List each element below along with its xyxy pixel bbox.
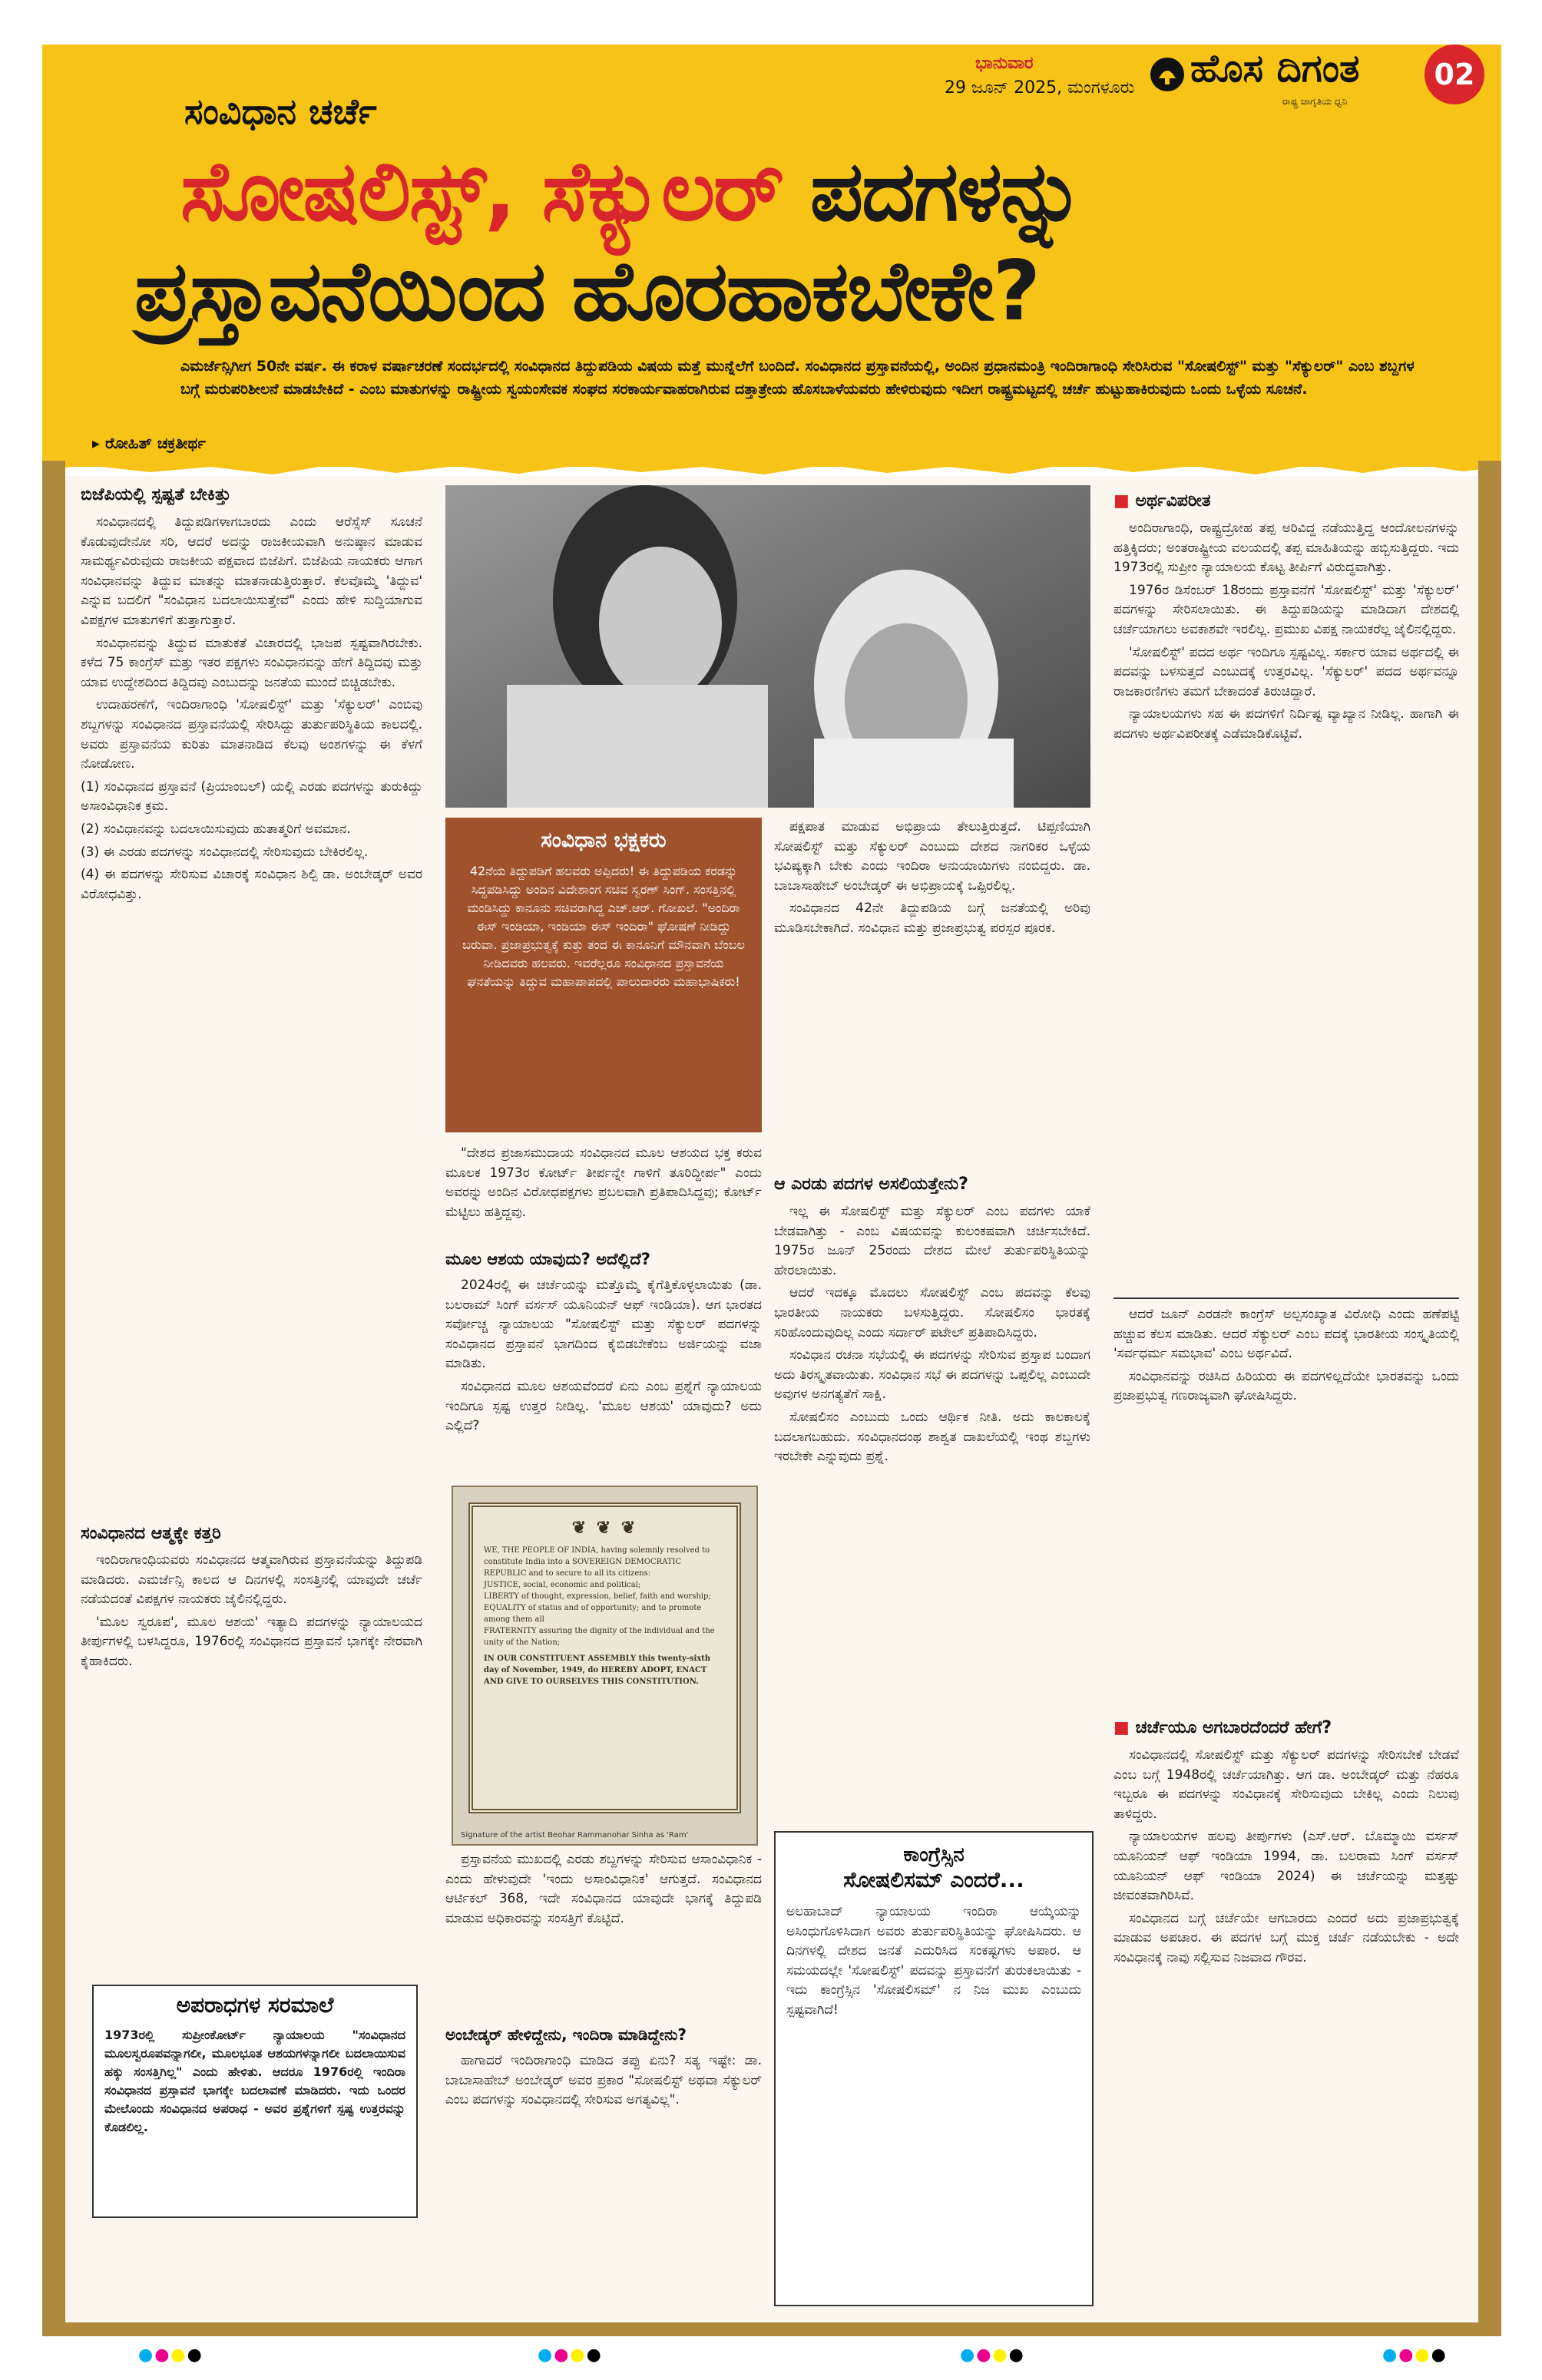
congress-box-title-2: ಸೋಷಲಿಸಮ್ ಎಂದರೆ... (843, 1867, 1024, 1892)
col1-paragraph: ಸಂವಿಧಾನವನ್ನು ತಿದ್ದುವ ಮಾತುಕತೆ ವಿಚಾರದಲ್ಲಿ ಭಾಜಪ ಸ್ಪಷ್ಟವಾಗಿರಬೇಕು. ಕಳೆದ 75 ಕಾಂಗ್ರೆಸ್ ಮತ್ತು ಇತರ ಪಕ್ಷಗಳು ಸಂವಿಧಾನವನ್ನು ಹೇಗೆ ತಿದ್ದಿದವು ಮತ್ತು ಯಾವ ಉದ್ದೇಶದಿಂದ ತಿದ್ದಿದವು ಎಂಬುದನ್ನು ಜನತೆಯ ಮುಂದೆ ಬಿಚ್ಚಿಡಬೇಕು. (81, 635, 422, 690)
col2-paragraph: ಹಾಗಾದರೆ ಇಂದಿರಾಗಾಂಧಿ ಮಾಡಿದ ತಪ್ಪು ಏನು? ಸತ್ಯ ಇಷ್ಟೇ: ಡಾ. ಬಾಬಾಸಾಹೇಬ್ ಅಂಬೇಡ್ಕರ್ ಅವರ ಪ್ರಕಾರ "ಸೋಷಲಿಸ್ಟ್ ಅಥವಾ ಸೆಕ್ಯುಲರ್ ಎಂಬ ಪದಗಳನ್ನು ಸಂವಿಧಾನದಲ್ಲಿ ಸೇರಿಸುವ ಅಗತ್ಯವಿಲ್ಲ". (445, 2053, 762, 2108)
headline-black: ಪದಗಳನ್ನು (809, 144, 1083, 240)
deck-text: ಎಮರ್ಜೆನ್ಸಿಗೀಗ 50ನೇ ವರ್ಷ. ಈ ಕರಾಳ ವರ್ಷಾಚರಣೆ ಸಂದರ್ಭದಲ್ಲಿ ಸಂವಿಧಾನದ ತಿದ್ದುಪಡಿಯ ವಿಷಯ ಮತ್ತೆ ಮುನ್ನೆಲೆಗೆ ಬಂದಿದೆ. ಸಂವಿಧಾನದ ಪ್ರಸ್ತಾವನೆಯಲ್ಲಿ, ಅಂದಿನ ಪ್ರಧಾನಮಂತ್ರಿ ಇಂದಿರಾಗಾಂಧಿ ಸೇರಿಸಿರುವ "ಸೋಷಲಿಸ್ಟ್" ಮತ್ತು "ಸೆಕ್ಯುಲರ್" ಎಂಬ ಶಬ್ದಗಳ ಬಗ್ಗೆ ಮರುಪರಿಶೀಲನೆ ಮಾಡಬೇಕಿದೆ - ಎಂಬ ಮಾತುಗಳನ್ನು ರಾಷ್ಟ್ರೀಯ ಸ್ವಯಂಸೇವಕ ಸಂಘದ ಸರಕಾರ್ಯವಾಹರಾಗಿರುವ ದತ್ತಾತ್ರೇಯ ಹೊಸಬಾಳೆಯವರು ಹೇಳಿರುವುದು ಇದೀಗ ರಾಷ್ಟ್ರಮಟ್ಟದಲ್ಲಿ ಚರ್ಚೆ ಹುಟ್ಟುಹಾಕಿರುವುದು ಒಂದು ಒಳ್ಳೆಯ ಸೂಚನೆ. (180, 358, 1415, 398)
preamble-justice: JUSTICE, social, economic and political; (484, 1581, 641, 1589)
col2-heading-1: ಮೂಲ ಆಶಯ ಯಾವುದು? ಅದೆಲ್ಲಿದೆ? (445, 1250, 650, 1268)
masthead-name: ಹೊಸ ದಿಗಂತ (1190, 46, 1360, 91)
frame-right (1478, 461, 1501, 2334)
congress-box-title-1: ಕಾಂಗ್ರೆಸ್ಸಿನ (903, 1843, 965, 1866)
crimes-box-title: ಅಪರಾಧಗಳ ಸರಮಾಲೆ (176, 1992, 334, 2018)
col4-heading-1 (1113, 491, 1210, 511)
col3-paragraph: ಆದರೆ ಇದಕ್ಕೂ ಮೊದಲು ಸೋಷಲಿಸ್ಟ್ ಎಂಬ ಪದವನ್ನು ಕೆಲವು ಭಾರತೀಯ ನಾಯಕರು ಬಳಸುತ್ತಿದ್ದರು. ಸೋಷಲಿಸಂ ಭಾರತಕ್ಕೆ ಸರಿಹೊಂದುವುದಿಲ್ಲ ಎಂದು ಸರ್ದಾರ್ ಪಟೇಲ್ ಪ್ರತಿಪಾದಿಸಿದ್ದರು. (774, 1285, 1090, 1340)
col1-heading-1: ಬಿಜೆಪಿಯಲ್ಲಿ ಸ್ಪಷ್ಟತೆ ಬೇಕಿತ್ತು (81, 485, 231, 504)
kicker: ಸಂವಿಧಾನ ಚರ್ಚೆ (184, 91, 377, 132)
frame-left (42, 461, 65, 2334)
col2-paragraph: 2024ರಲ್ಲಿ ಈ ಚರ್ಚೆಯನ್ನು ಮತ್ತೊಮ್ಮೆ ಕೈಗೆತ್ತಿಕೊಳ್ಳಲಾಯಿತು (ಡಾ. ಬಲರಾಮ್ ಸಿಂಗ್ ವರ್ಸಸ್ ಯೂನಿಯನ್ ಆಫ್ ಇಂಡಿಯಾ). ಆಗ ಭಾರತದ ಸರ್ವೋಚ್ಚ ನ್ಯಾಯಾಲಯ "ಸೋಷಲಿಸ್ಟ್ ಮತ್ತು ಸೆಕ್ಯುಲರ್ ಪದಗಳನ್ನು ಸಂವಿಧಾನದ ಪ್ರಸ್ತಾವನೆ ಭಾಗದಿಂದ ಕೈಬಿಡಬೇಕೆಂಬ ಅರ್ಜಿಯನ್ನು ವಜಾ ಮಾಡಿತು. (445, 1278, 762, 1372)
photo-indira-sanjay (445, 485, 1090, 808)
page-number-badge: 02 (1425, 45, 1484, 104)
col1-list-item: (4) ಈ ಪದಗಳನ್ನು ಸೇರಿಸುವ ವಿಚಾರಕ್ಕೆ ಸಂವಿಧಾನ ಶಿಲ್ಪಿ ಡಾ. ಅಂಬೇಡ್ಕರ್ ಅವರ ವಿರೋಧವಿತ್ತು. (81, 867, 422, 902)
col4-paragraph: 1976ರ ಡಿಸೆಂಬರ್ 18ರಂದು ಪ್ರಸ್ತಾವನೆಗೆ 'ಸೋಷಲಿಸ್ಟ್' ಮತ್ತು 'ಸೆಕ್ಯುಲರ್' ಪದಗಳನ್ನು ಸೇರಿಸಲಾಯಿತು. ಈ ತಿದ್ದುಪಡಿಯನ್ನು ಮಾಡಿದಾಗ ದೇಶದಲ್ಲಿ ಚರ್ಚೆಯಾಗಲು ಅವಕಾಶವೇ ಇರಲಿಲ್ಲ. ಪ್ರಮುಖ ವಿಪಕ್ಷ ನಾಯಕರೆಲ್ಲ ಜೈಲಿನಲ್ಲಿದ್ದರು. (1113, 582, 1459, 637)
registration-marks-4: ●●●● (1382, 2345, 1448, 2365)
byline-name: ರೋಹಿತ್ ಚಕ್ರತೀರ್ಥ (105, 434, 206, 452)
col2-paragraph: "ದೇಶದ ಪ್ರಜಾಸಮುದಾಯ ಸಂವಿಧಾನದ ಮೂಲ ಆಶಯದ ಭಕ್ತ ಕರುವ ಮೂಲಕ 1973ರ ಕೋರ್ಟ್ ತೀರ್ಪನ್ನೇ ಗಾಳಿಗೆ ತೂರಿದ್ದೀರ್ಪ" ಎಂದು ಅವರನ್ನು ಅಂದಿನ ವಿರೋಧಪಕ್ಷಗಳು ಪ್ರಬಲವಾಗಿ ಪ್ರತಿಪಾದಿಸಿದ್ದವು; ಕೋರ್ಟ್ ಮೆಟ್ಟಿಲು ಹತ್ತಿದ್ದವು. (445, 1145, 762, 1220)
col2-paragraph: ಸಂವಿಧಾನದ ಮೂಲ ಆಶಯವೆಂದರೆ ಏನು ಎಂಬ ಪ್ರಶ್ನೆಗೆ ನ್ಯಾಯಾಲಯ ಇಂದಿಗೂ ಸ್ಪಷ್ಟ ಉತ್ತರ ನೀಡಿಲ್ಲ. 'ಮೂಲ ಆಶಯ' ಯಾವುದು? ಅದು ಎಲ್ಲಿದೆ? (445, 1378, 762, 1434)
col3-text-block-2 (774, 1202, 1090, 1820)
doc-image-caption: Signature of the artist Beohar Rammanohar Sinha as 'Ram' (461, 1831, 689, 1840)
col4-paragraph: 'ಸೋಷಲಿಸ್ಟ್' ಪದದ ಅರ್ಥ ಇಂದಿಗೂ ಸ್ಪಷ್ಟವಿಲ್ಲ. ಸರ್ಕಾರ ಯಾವ ಅರ್ಥದಲ್ಲಿ ಈ ಪದವನ್ನು ಬಳಸುತ್ತದೆ ಎಂಬುದಕ್ಕೆ ಉತ್ತರವಿಲ್ಲ. 'ಸೆಕ್ಯುಲರ್' ಪದದ ಅರ್ಥವನ್ನೂ ರಾಜಕಾರಣಿಗಳು ತಮಗೆ ಬೇಕಾದಂತೆ ತಿರುಚಿದ್ದಾರೆ. (1113, 644, 1459, 699)
col4-heading-2 (1113, 1718, 1332, 1737)
col4-paragraph: ಆದರೆ ಜೂನ್ ಎರಡನೇ ಕಾಂಗ್ರೆಸ್ ಅಲ್ಪಸಂಖ್ಯಾತ ವಿರೋಧಿ ಎಂದು ಹಣೆಪಟ್ಟಿ ಹಚ್ಚುವ ಕೆಲಸ ಮಾಡಿತು. ಆದರೆ ಸೆಕ್ಯುಲರ್ ಎಂಬ ಪದಕ್ಕೆ ಭಾರತೀಯ ಸಂಸ್ಕೃತಿಯಲ್ಲಿ 'ಸರ್ವಧರ್ಮ ಸಮಭಾವ' ಎಂಬ ಅರ್ಥವಿದೆ. (1113, 1307, 1459, 1362)
col3-paragraph: ಇಲ್ಲ ಈ ಸೋಷಲಿಸ್ಟ್ ಮತ್ತು ಸೆಕ್ಯುಲರ್ ಎಂಬ ಪದಗಳು ಯಾಕೆ ಬೇಡವಾಗಿತ್ತು - ಎಂಬ ವಿಷಯವನ್ನು ಕುಲಂಕಷವಾಗಿ ಚರ್ಚಿಸಬೇಕಿದೆ. 1975ರ ಜೂನ್ 25ರಂದು ದೇಶದ ಮೇಲೆ ತುರ್ತುಪರಿಸ್ಥಿತಿಯನ್ನು ಹೇರಲಾಯಿತು. (774, 1204, 1090, 1278)
preamble-equality: EQUALITY of status and of opportunity; and to promote among them all (484, 1604, 702, 1624)
constitution-preamble-image (452, 1486, 758, 1846)
col4-heading-1-text: ಅರ್ಥವಿಪರೀತ (1135, 491, 1211, 511)
registration-marks-3: ●●●● (960, 2345, 1025, 2365)
congress-box-text: ಅಲಹಾಬಾದ್ ನ್ಯಾಯಾಲಯ ಇಂದಿರಾ ಆಯ್ಕೆಯನ್ನು ಅಸಿಂಧುಗೊಳಿಸಿದಾಗ ಅವರು ತುರ್ತುಪರಿಸ್ಥಿತಿಯನ್ನು ಘೋಷಿಸಿದರು. ಆ ದಿನಗಳಲ್ಲಿ ದೇಶದ ಜನತೆ ಎದುರಿಸಿದ ಸಂಕಷ್ಟಗಳು ಅಪಾರ. ಆ ಸಮಯದಲ್ಲೇ 'ಸೋಷಲಿಸ್ಟ್' ಪದವನ್ನು ಪ್ರಸ್ತಾವನೆಗೆ ತುರುಕಲಾಯಿತು - ಇದು ಕಾಂಗ್ರೆಸ್ಸಿನ 'ಸೋಷಲಿಸಮ್' ನ ನಿಜ ಮುಖ ಎಂಬುದು ಸ್ಪಷ್ಟವಾಗಿದೆ! (786, 1904, 1081, 2018)
col3-paragraph: ಸಂವಿಧಾನ ರಚನಾ ಸಭೆಯಲ್ಲಿ ಈ ಪದಗಳನ್ನು ಸೇರಿಸುವ ಪ್ರಸ್ತಾಪ ಬಂದಾಗ ಅದು ತಿರಸ್ಕೃತವಾಯಿತು. ಸಂವಿಧಾನ ಸಭೆ ಈ ಪದಗಳನ್ನು ಒಪ್ಪಲಿಲ್ಲ ಎಂಬುದೇ ಅವುಗಳ ಅನಗತ್ಯತೆಗೆ ಸಾಕ್ಷಿ. (774, 1347, 1090, 1403)
col1-text-block-1 (81, 513, 422, 1492)
col1-paragraph: ಸಂವಿಧಾನದಲ್ಲಿ ತಿದ್ದುಪಡಿಗಳಾಗಬಾರದು ಎಂದು ಆರೆಸ್ಸೆಸ್ ಸೂಚನೆ ಕೊಡುವುದೇನೋ ಸರಿ, ಆದರೆ ಅದನ್ನು ರಾಜಕೀಯವಾಗಿ ಅನುಷ್ಠಾನ ಮಾಡುವ ಸಾಮರ್ಥ್ಯವಿರುವುದು ರಾಜಕೀಯ ಪಕ್ಷವಾದ ಬಿಜೆಪಿಗೆ. ಬಿಜೆಪಿಯ ನಾಯಕರು ಆಗಾಗ ಸಂವಿಧಾನವನ್ನು ತಿದ್ದುವ ಮಾತನ್ನು ಮಾತನಾಡುತ್ತಿರುತ್ತಾರೆ. ಕೆಲವೊಮ್ಮೆ 'ತಿದ್ದುವ' ಎನ್ನುವ ಬದಲಿಗೆ "ಸಂವಿಧಾನ ಬದಲಾಯಿಸುತ್ತೇವೆ" ಎಂದು ಹೇಳಿ ಸುದ್ದಿಯಾಗುವ ವಿಪಕ್ಷಗಳ ಮಾತುಗಳಿಗೆ ತುತ್ತಾಗುತ್ತಾರೆ. (81, 514, 422, 628)
col3-paragraph: ಸಂವಿಧಾನದ 42ನೇ ತಿದ್ದುಪಡಿಯ ಬಗ್ಗೆ ಜನತೆಯಲ್ಲಿ ಅರಿವು ಮೂಡಿಸಬೇಕಾಗಿದೆ. ಸಂವಿಧಾನ ಮತ್ತು ಪ್ರಜಾಪ್ರಭುತ್ವ ಪರಸ್ಪರ ಪೂರಕ. (774, 901, 1090, 936)
col4-text-block-2 (1113, 1305, 1459, 1712)
col2-text-block-4 (445, 2051, 762, 2305)
byline (92, 434, 206, 452)
col4-paragraph: ಸಂವಿಧಾನವನ್ನು ರಚಿಸಿದ ಹಿರಿಯರು ಈ ಪದಗಳಿಲ್ಲದೆಯೇ ಭಾರತವನ್ನು ಒಂದು ಪ್ರಜಾಪ್ರಭುತ್ವ ಗಣರಾಜ್ಯವಾಗಿ ಘೋಷಿಸಿದ್ದರು. (1113, 1368, 1459, 1404)
col2-heading-2: ಅಂಬೇಡ್ಕರ್ ಹೇಳಿದ್ದೇನು, ಇಂದಿರಾ ಮಾಡಿದ್ದೇನು? (445, 2025, 687, 2044)
congress-socialism-box (774, 1831, 1094, 2306)
headline-line-2: ಪ್ರಸ್ತಾವನೆಯಿಂದ ಹೊರಹಾಕಬೇಕೇ? (134, 243, 1040, 339)
col2-text-block-3 (445, 1850, 762, 2019)
col1-paragraph: ಇಂದಿರಾಗಾಂಧಿಯವರು ಸಂವಿಧಾನದ ಆತ್ಮವಾಗಿರುವ ಪ್ರಸ್ತಾವನೆಯನ್ನು ತಿದ್ದುಪಡಿ ಮಾಡಿದರು. ಎಮರ್ಜೆನ್ಸಿ ಕಾಲದ ಆ ದಿನಗಳಲ್ಲಿ ಸಂಸತ್ತಿನಲ್ಲಿ ಯಾವುದೇ ಚರ್ಚೆ ನಡೆಯದಂತೆ ವಿಪಕ್ಷಗಳ ನಾಯಕರು ಜೈಲಿನಲ್ಲಿದ್ದರು. (81, 1552, 422, 1608)
preamble-heading-ornament: ❦ ❦ ❦ (571, 1518, 638, 1538)
box-brown-title: ಸಂವಿಧಾನ ಭಕ್ಷಕರು (541, 828, 667, 852)
col4-divider (1113, 1297, 1459, 1299)
col4-paragraph: ಸಂವಿಧಾನದಲ್ಲಿ ಸೋಷಲಿಸ್ಟ್ ಮತ್ತು ಸೆಕ್ಯುಲರ್ ಪದಗಳನ್ನು ಸೇರಿಸಬೇಕೆ ಬೇಡವೆ ಎಂಬ ಬಗ್ಗೆ 1948ರಲ್ಲಿ ಚರ್ಚೆಯಾಗಿತ್ತು. ಆಗ ಡಾ. ಅಂಬೇಡ್ಕರ್ ಮತ್ತು ನೆಹರೂ ಇಬ್ಬರೂ ಈ ಪದಗಳನ್ನು ಸಂವಿಧಾನಕ್ಕೆ ಸೇರಿಸುವುದು ಬೇಕಿಲ್ಲ ಎಂದು ನಿಲುವು ತಾಳಿದ್ದರು. (1113, 1747, 1459, 1822)
col4-paragraph: ಅಂದಿರಾಗಾಂಧಿ, ರಾಷ್ಟ್ರದ್ರೋಹ ತಪ್ಪ ಅರಿವಿದ್ದ ನಡೆಯುತ್ತಿದ್ದ ಆಂದೋಲನಗಳನ್ನು ಹತ್ತಿಕ್ಕಿದರು; ಅಂತರಾಷ್ಟ್ರೀಯ ವಲಯದಲ್ಲಿ ತಪ್ಪ ಮಾಹಿತಿಯನ್ನು ಹಬ್ಬಿಸುತ್ತಿದ್ದರು. ಇದು 1973ರಲ್ಲಿ ಸುಪ್ರೀಂ ನ್ಯಾಯಾಲಯ ಕೊಟ್ಟ ತೀರ್ಪಿಗೆ ವಿರುದ್ಧವಾಗಿತ್ತು. (1113, 521, 1459, 576)
col3-heading-1: ಆ ಎರಡು ಪದಗಳ ಅಸಲಿಯತ್ತೇನು? (774, 1175, 968, 1194)
masthead-date: 29 ಜೂನ್ 2025, ಮಂಗಳೂರು (945, 78, 1135, 98)
col1-heading-2: ಸಂವಿಧಾನದ ಆತ್ಮಕ್ಕೇ ಕತ್ತರಿ (81, 1524, 221, 1543)
masthead-day: ಭಾನುವಾರ (975, 54, 1034, 73)
col3-paragraph: ಸೋಷಲಿಸಂ ಎಂಬುದು ಒಂದು ಆರ್ಥಿಕ ನೀತಿ. ಅದು ಕಾಲಕಾಲಕ್ಕೆ ಬದಲಾಗಬಹುದು. ಸಂವಿಧಾನದಂಥ ಶಾಶ್ವತ ದಾಖಲೆಯಲ್ಲಿ ಇಂಥ ಶಬ್ದಗಳು ಇರಬೇಕೇ ಎನ್ನುವುದು ಪ್ರಶ್ನೆ. (774, 1409, 1090, 1465)
col2-paragraph: ಪ್ರಸ್ತಾವನೆಯ ಮುಖದಲ್ಲಿ ಎರಡು ಶಬ್ದಗಳನ್ನು ಸೇರಿಸುವ ಆಸಾಂವಿಧಾನಿಕ - ಎಂದು ಹೇಳುವುದೇ 'ಇಂದು ಅಸಾಂವಿಧಾನಿಕ' ಆಗುತ್ತದೆ. ಸಂವಿಧಾನದ ಆರ್ಟಿಕಲ್ 368, ಇದೇ ಸಂವಿಧಾನದ ಯಾವುದೇ ಭಾಗಕ್ಕೆ ತಿದ್ದುಪಡಿ ಮಾಡುವ ಅಧಿಕಾರವನ್ನು ಸಂಸತ್ತಿಗೆ ಕೊಟ್ಟಿದೆ. (445, 1852, 762, 1926)
square-bullet-icon: ■ (1113, 491, 1130, 511)
preamble-intro: WE, THE PEOPLE OF INDIA, having solemnly resolved to constitute India into a SOVEREIGN DEMOCRATIC REPUBLIC and to secure to all its citizens: (484, 1546, 710, 1578)
col4-paragraph: ನ್ಯಾಯಾಲಯಗಳ ಹಲವು ತೀರ್ಪುಗಳು (ಎಸ್.ಆರ್. ಬೊಮ್ಮಾಯಿ ವರ್ಸಸ್ ಯೂನಿಯನ್ ಆಫ್ ಇಂಡಿಯಾ 1994, ಡಾ. ಬಲರಾಮ ಸಿಂಗ್ ವರ್ಸಸ್ ಯೂನಿಯನ್ ಆಫ್ ಇಂಡಿಯಾ 2024) ಈ ಚರ್ಚೆಯನ್ನು ಮತ್ತಷ್ಟು ಜೀವಂತವಾಗಿರಿಸಿವೆ. (1113, 1829, 1459, 1904)
col1-list-item: (2) ಸಂವಿಧಾನವನ್ನು ಬದಲಾಯಿಸುವುದು ಹುತಾತ್ಮರಿಗೆ ಅವಮಾನ. (81, 821, 351, 837)
col3-text-block-1 (774, 818, 1090, 1167)
headline-red: ಸೋಷಲಿಸ್ಟ್, ಸೆಕ್ಯುಲರ್ (180, 144, 783, 240)
crimes-box-text: 1973ರಲ್ಲಿ ಸುಪ್ರೀಂಕೋರ್ಟ್ ನ್ಯಾಯಾಲಯ "ಸಂವಿಧಾನದ ಮೂಲಸ್ವರೂಪವನ್ನಾಗಲೀ, ಮೂಲಭೂತ ಆಶಯಗಳನ್ನಾಗಲೀ ಬದಲಾಯಿಸುವ ಹಕ್ಕು ಸಂಸತ್ತಿಗಿಲ್ಲ" ಎಂದು ಹೇಳಿತು. ಆದರೂ 1976ರಲ್ಲಿ ಇಂದಿರಾ ಸಂವಿಧಾನದ ಪ್ರಸ್ತಾವನೆ ಭಾಗಕ್ಕೇ ಬದಲಾವಣೆ ಮಾಡಿದರು. ಇದು ಒಂದರ ಮೇಲೊಂದು ಸಂವಿಧಾನದ ಅಪರಾಧ - ಅವರ ಪ್ರಶ್ನೆಗಳಿಗೆ ಸ್ಪಷ್ಟ ಉತ್ತರವನ್ನು ಕೊಡಲಿಲ್ಲ. (104, 2028, 405, 2134)
byline-arrow-icon: ▸ (92, 434, 101, 452)
preamble-text-panel (468, 1502, 741, 1813)
preamble-liberty: LIBERTY of thought, expression, belief, faith and worship; (484, 1592, 711, 1601)
col2-text-block-1 (445, 1144, 762, 1244)
col1-paragraph: ಉದಾಹರಣೆಗೆ, ಇಂದಿರಾಗಾಂಧಿ 'ಸೋಷಲಿಸ್ಟ್' ಮತ್ತು 'ಸೆಕ್ಯುಲರ್' ಎಂಬಿವು ಶಬ್ದಗಳನ್ನು ಸಂವಿಧಾನದ ಪ್ರಸ್ತಾವನೆಯಲ್ಲಿ ಸೇರಿಸಿದ್ದು ತುರ್ತುಪರಿಸ್ಥಿತಿಯ ಕಾಲದಲ್ಲಿ. ಅವರು ಪ್ರಸ್ತಾವನೆಯ ಕುರಿತು ಮಾತನಾಡಿದ ಕೆಲವು ಅಂಶಗಳನ್ನು ಈ ಕೆಳಗೆ ನೋಡೋಣ. (81, 697, 422, 772)
photo-illustration (445, 485, 1090, 808)
frame-bottom (42, 2322, 1501, 2336)
headline-line-1 (180, 146, 1083, 238)
col1-text-block-2 (81, 1551, 422, 1965)
lamp-logo-icon (1148, 55, 1186, 94)
col4-paragraph: ನ್ಯಾಯಾಲಯಗಳು ಸಹ ಈ ಪದಗಳಿಗೆ ನಿರ್ದಿಷ್ಟ ವ್ಯಾಖ್ಯಾನ ನೀಡಿಲ್ಲ. ಹಾಗಾಗಿ ಈ ಪದಗಳು ಅರ್ಥವಿಪರೀತಕ್ಕೆ ಎಡೆಮಾಡಿಕೊಟ್ಟಿವೆ. (1113, 706, 1459, 742)
col1-list-item: (1) ಸಂವಿಧಾನದ ಪ್ರಸ್ತಾವನೆ (ಪ್ರಿಯಾಂಬಲ್) ಯಲ್ಲಿ ಎರಡು ಪದಗಳನ್ನು ತುರುಕಿದ್ದು ಅಸಾಂವಿಧಾನಿಕ ಕ್ರಮ. (81, 778, 422, 815)
crimes-box (92, 1985, 418, 2218)
constitution-eaters-box (445, 818, 762, 1132)
col3-paragraph: ಪಕ್ಷಪಾತ ಮಾಡುವ ಅಭಿಪ್ರಾಯ ತೇಲುತ್ತಿರುತ್ತದೆ. ಟಿಪ್ಪಣಿಯಾಗಿ ಸೋಷಲಿಸ್ಟ್ ಮತ್ತು ಸೆಕ್ಯುಲರ್ ಎಂಬುದು ದೇಶದ ನಾಗರಿಕರ ಒಳ್ಳೆಯ ಭವಿಷ್ಯಕ್ಕಾಗಿ ಬೇಕು ಎಂದು ಇಂದಿರಾ ಅನುಯಾಯಿಗಳು ನಂಬಿದ್ದರು. ಡಾ. ಬಾಬಾಸಾಹೇಬ್ ಅಂಬೇಡ್ಕರ್ ಈ ಅಭಿಪ್ರಾಯಕ್ಕೆ ಒಪ್ಪಿರಲಿಲ್ಲ. (774, 819, 1090, 894)
registration-marks-2: ●●●● (538, 2345, 603, 2365)
col1-paragraph: 'ಮೂಲ ಸ್ವರೂಪ', ಮೂಲ ಆಶಯ' ಇತ್ಯಾದಿ ಪದಗಳನ್ನು ನ್ಯಾಯಾಲಯದ ತೀರ್ಪುಗಳಲ್ಲಿ ಬಳಸಿದ್ದರೂ, 1976ರಲ್ಲಿ ಸಂವಿಧಾನದ ಪ್ರಸ್ತಾವನೆ ಭಾಗಕ್ಕೇ ನೇರವಾಗಿ ಕೈಹಾಕಿದರು. (81, 1614, 422, 1669)
col2-text-block-2 (445, 1276, 762, 1476)
col4-paragraph: ಸಂವಿಧಾನದ ಬಗ್ಗೆ ಚರ್ಚೆಯೇ ಆಗಬಾರದು ಎಂದರೆ ಅದು ಪ್ರಜಾಪ್ರಭುತ್ವಕ್ಕೆ ಮಾಡುವ ಅಪಚಾರ. ಈ ಪದಗಳ ಬಗ್ಗೆ ಮುಕ್ತ ಚರ್ಚೆ ನಡೆಯಬೇಕು - ಅದೇ ಸಂವಿಧಾನಕ್ಕೆ ನಾವು ಸಲ್ಲಿಸುವ ನಿಜವಾದ ಗೌರವ. (1113, 1910, 1459, 1965)
box-brown-text: 42ನೆಯ ತಿದ್ದುಪಡಿಗೆ ಹಲವರು ಅಪ್ಪಿದರು! ಈ ತಿದ್ದುಪಡಿಯ ಕರಡನ್ನು ಸಿದ್ಧಪಡಿಸಿದ್ದು ಅಂದಿನ ವಿದೇಶಾಂಗ ಸಚಿವ ಸ್ವರಣ್ ಸಿಂಗ್. ಸಂಸತ್ತಿನಲ್ಲಿ ಮಂಡಿಸಿದ್ದು ಕಾನೂನು ಸಚಿವರಾಗಿದ್ದ ಎಚ್.ಆರ್. ಗೋಖಲೆ. "ಅಂದಿರಾ ಈಸ್ ಇಂಡಿಯಾ, ಇಂಡಿಯಾ ಈಸ್ ಇಂದಿರಾ" ಘೋಷಣೆ ನೀಡಿದ್ದು ಬರುವಾ. ಪ್ರಜಾಪ್ರಭುತ್ವಕ್ಕೆ ಕುತ್ತು ತಂದ ಈ ಕಾನೂನಿಗೆ ಮೌನವಾಗಿ ಬೆಂಬಲ ನೀಡಿದವರು ಹಲವರು. ಇವರೆಲ್ಲರೂ ಸಂವಿಧಾನದ ಪ್ರಸ್ತಾವನೆಯ ಘನತೆಯನ್ನು ತಿದ್ದುವ ಮಹಾಪಾಪದಲ್ಲಿ ಪಾಲುದಾರರು ಮಹಾಭಾಷಿಕರು! (462, 864, 745, 989)
col4-heading-2-text: ಚರ್ಚೆಯೂ ಅಗಬಾರದೆಂದರೆ ಹೇಗೆ? (1135, 1718, 1332, 1737)
registration-marks-1: ●●●● (138, 2345, 204, 2365)
col4-text-block-1 (1113, 519, 1459, 1294)
square-bullet-icon: ■ (1113, 1718, 1130, 1737)
preamble-fraternity: FRATERNITY assuring the dignity of the individual and the unity of the Nation; (484, 1627, 715, 1647)
preamble-closing: IN OUR CONSTITUENT ASSEMBLY this twenty-sixth day of November, 1949, do HEREBY ADOPT, ENACT AND GIVE TO OURSELVES THIS CONSTITUTION. (484, 1654, 711, 1686)
masthead-tagline: ರಾಷ್ಟ್ರ ಜಾಗೃತಿಯ ಧ್ವನಿ (1282, 96, 1348, 107)
col4-text-block-3 (1113, 1746, 1459, 2306)
col1-list-item: (3) ಈ ಎರಡು ಪದಗಳನ್ನು ಸಂವಿಧಾನದಲ್ಲಿ ಸೇರಿಸುವುದು ಬೇಕಿರಲಿಲ್ಲ. (81, 844, 369, 860)
